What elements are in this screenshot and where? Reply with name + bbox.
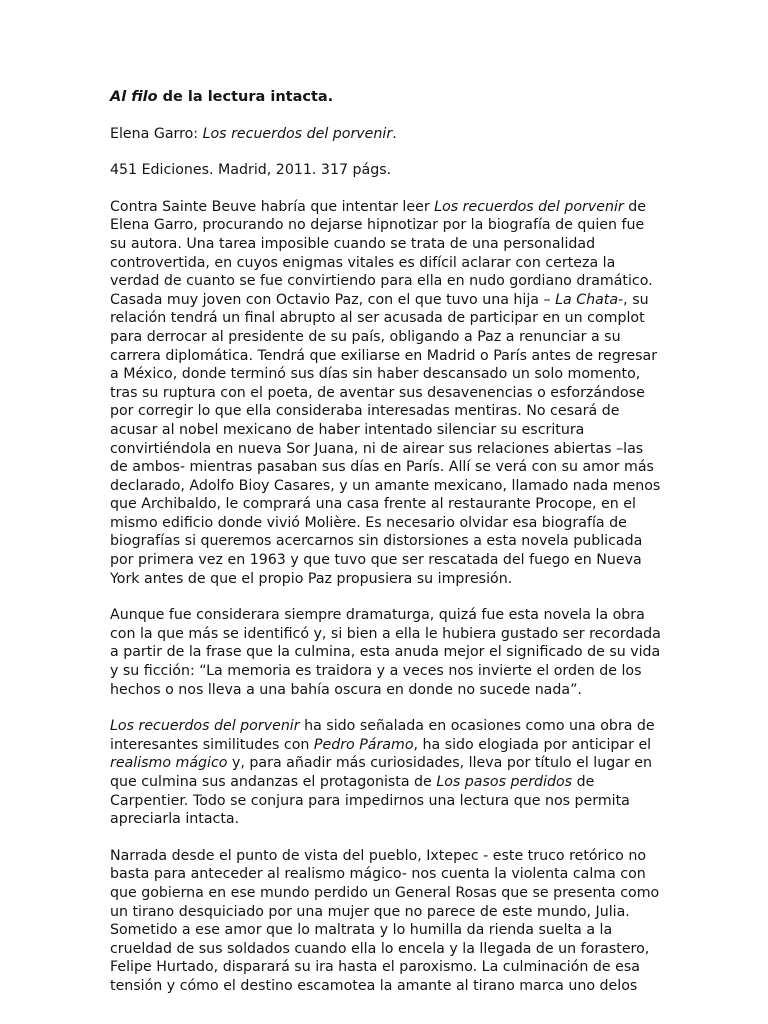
text-segment: Contra Sainte Beuve habría que intentar leer <box>110 198 435 215</box>
text-segment: Elena Garro: <box>110 125 203 142</box>
body-paragraph-2 <box>110 606 662 699</box>
text-segment: y, para añadir más curiosidades, lleva por título el lugar en que culmina sus andanzas el protagonista de <box>110 755 652 790</box>
body-paragraph-1 <box>110 198 662 588</box>
text-segment: 451 Ediciones. Madrid, 2011. 317 págs. <box>110 162 392 179</box>
text-segment: de la lectura intacta. <box>157 89 334 105</box>
text-segment: ha sido señalada en ocasiones como una obra de interesantes similitudes con <box>110 718 655 753</box>
text-segment: de Elena Garro, procurando no dejarse hipnotizar por la biografía de quien fue su autora. Una tarea imposible cuando se trata de una personalidad controvertida, en cuyos enigmas vitales es difícil aclarar con certeza la verdad de cuanto se fue convirtiendo para ella en nudo gordiano dramático. Casada muy joven con Octavio Paz, con el que tuvo una hija – <box>110 198 653 308</box>
italic-text-segment: Los recuerdos del porvenir <box>434 198 624 215</box>
body-paragraph-4 <box>110 847 662 996</box>
italic-text-segment: Los recuerdos del porvenir <box>202 125 393 142</box>
italic-text-segment: Pedro Páramo <box>313 736 414 753</box>
body-paragraph-3 <box>110 717 662 829</box>
text-segment: . <box>392 125 397 142</box>
italic-text-segment: La Chata- <box>555 291 624 308</box>
document-page <box>110 88 662 1014</box>
text-segment: Aunque fue considerara siempre dramaturga, quizá fue esta novela la obra con la que más se identificó y, si bien a ella le hubiera gustado ser recordada a partir de la frase que la culmina, esta anuda mejor el significado de su vida y su ficción: “La memoria es traidora y a veces nos invierte el orden de los hechos o nos lleva a una bahía oscura en donde no sucede nada”. <box>110 607 661 698</box>
text-segment: , su relación tendrá un final abrupto al ser acusada de participar en un complot para derrocar al presidente de su país, obligando a Paz a renunciar a su carrera diplomática. Tendrá que exiliarse en Madrid o París antes de regresar a México, donde terminó sus días sin haber descansado un solo momento, tras su ruptura con el poeta, de aventar sus desavenencias o esforzándose por corregir lo que ella consideraba interesadas mentiras. No cesará de acusar al nobel mexicano de haber intentado silenciar su escritura convirtiéndola en nueva Sor Juana, ni de airear sus relaciones abiertas –las de ambos- mientras pasaban sus días en París. Allí se verá con su amor más declarado, Adolfo Bioy Casares, y un amante mexicano, llamado nada menos que Archibaldo, le comprará una casa frente al restaurante Procope, en el mismo edificio donde vivió Molière. Es necesario olvidar esa biografía de biografías si queremos acercarnos sin distorsiones a esta novela publicada por primera vez en 1963 y que tuvo que ser rescatada del fuego en Nueva York antes de que el propio Paz propusiera su impresión. <box>110 291 661 587</box>
text-segment: , ha sido elogiada por anticipar el <box>413 736 652 753</box>
italic-text-segment: Los pasos perdidos <box>436 774 573 790</box>
italic-text-segment: realismo mágico <box>110 755 228 772</box>
text-segment: Narrada desde el punto de vista del pueblo, Ixtepec - este truco retórico no basta para anteceder al realismo mágico- nos cuenta la violenta calma con que gobierna en ese mundo perdido un General Rosas que se presenta como un tirano desquiciado por una mujer que no parece de este mundo, Julia. Sometido a ese amor que lo maltrata y lo humilla da rienda suelta a la crueldad de sus soldados cuando ella lo encela y la llegada de un forastero, Felipe Hurtado, disparará su ira hasta el paroxismo. La culminación de esa tensión y cómo el destino escamotea la amante al tirano marca uno delos <box>110 847 660 994</box>
italic-text-segment: Los recuerdos del porvenir <box>110 718 300 735</box>
text-segment: de Carpentier. Todo se conjura para impedirnos una lectura que nos permita apreciarla intacta. <box>110 774 630 828</box>
book-author-title <box>110 125 662 144</box>
italic-text-segment: Al filo <box>110 89 158 105</box>
publication-info <box>110 161 662 180</box>
article-title <box>110 88 662 107</box>
